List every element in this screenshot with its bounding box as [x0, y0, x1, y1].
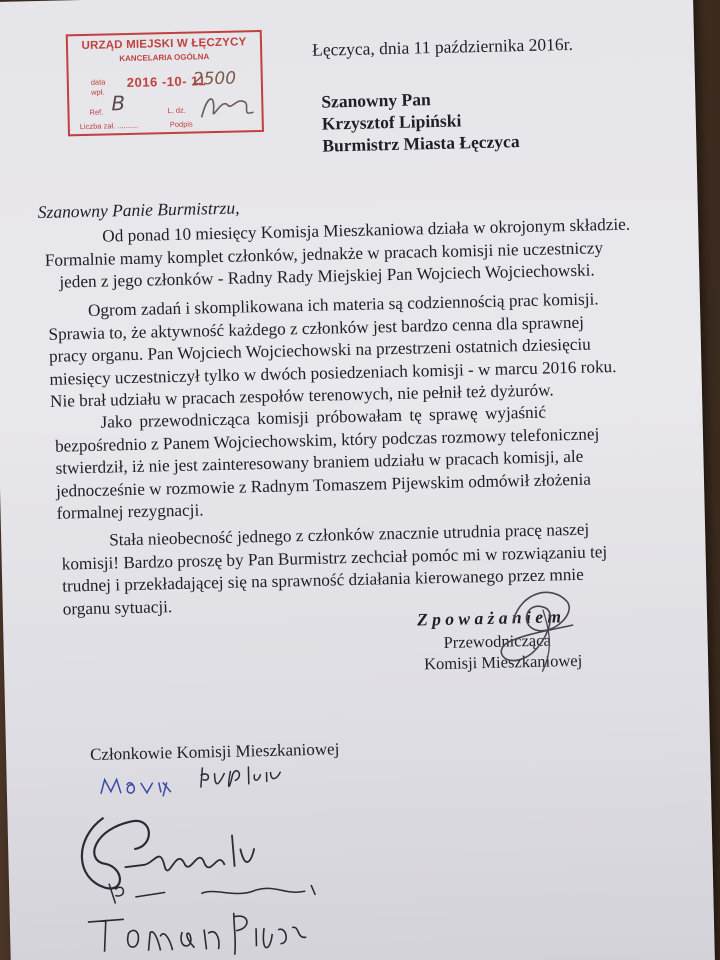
paragraph-1: [44, 214, 631, 295]
paragraph-line: Ogrom zadań i skomplikowana ich materia są codziennością prac komisji.: [87, 289, 599, 320]
stamp-title: URZĄD MIEJSKI W ŁĘCZYCY: [81, 36, 247, 53]
closing: Z p o w a ż a n i e m: [416, 606, 562, 630]
paragraph-line: Od ponad 10 miesięcy Komisja Mieszkaniowa działa w okrojonym składzie.: [102, 214, 631, 246]
stamp-subtitle: KANCELARIA OGÓLNA: [119, 52, 210, 64]
stamp-data-label: data: [90, 77, 106, 87]
place-date: Łęczyca, dnia 11 października 2016r.: [311, 33, 574, 60]
paragraph-line: komisji! Bardzo proszę by Pan Burmistrz zechciał pomóc mi w rozwiązaniu tej: [61, 541, 608, 574]
paragraph-line: Nie brał udziału w pracach zespołów terenowych, nie pełnił też dyżurów.: [49, 380, 554, 411]
registry-stamp: [66, 30, 264, 136]
paragraph-line: stwierdził, iż nie jest zainteresowany braniem udziału w pracach komisji, ale: [55, 446, 584, 478]
chair-signature: [482, 579, 594, 691]
paragraph-line: pracy organu. Pan Wojciech Wojciechowski na przestrzeni ostatnich dziesięciu: [48, 334, 591, 366]
signatory-committee: Komisji Mieszkaniowej: [423, 650, 583, 674]
paragraph-line: formalnej rezygnacji.: [56, 500, 204, 523]
stamp-attachments-label: Liczba zał. ..........: [79, 120, 139, 132]
salutation: Szanowny Panie Burmistrzu,: [37, 197, 240, 223]
member-signature-5: [84, 907, 315, 960]
stamp-registry-number: 2500: [192, 68, 237, 90]
recipient-name: Krzysztof Lipiński: [321, 110, 462, 134]
stamp-ref-label: Ref.: [89, 107, 104, 117]
paragraph-line: bezpośrednio z Panem Wojciechowskim, który podczas rozmowy telefonicznej: [54, 423, 600, 456]
paragraph-line: jeden z jego członków - Radny Rady Miejskiej Pan Wojciech Wojciechowski.: [59, 260, 595, 292]
stamp-ref-mark: B: [111, 91, 126, 116]
stamp-initials-signature: [197, 86, 258, 127]
members-heading: Członkowie Komisji Mieszkaniowej: [89, 739, 340, 765]
paragraph-line: Jako przewodnicząca komisji próbowałam tę sprawę wyjaśnić: [100, 402, 547, 432]
paragraph-line: organu sytuacji.: [62, 596, 173, 619]
paragraph-line: Stała nieobecność jednego z członków znacznie utrudnia pracę naszej: [108, 519, 590, 550]
stamp-ldz-label: L. dz.: [167, 105, 186, 116]
paragraph-line: trudnej i przekładającej się na sprawność działania kierowanego przez mnie: [62, 564, 584, 596]
paragraph-line: jednocześnie w rozmowie z Radnym Tomaszem Pijewskim odmówił złożenia: [55, 469, 592, 501]
recipient-greeting: Szanowny Pan: [321, 89, 431, 112]
paragraph-line: Sprawia to, że aktywność każdego z członków jest bardzo cenna dla sprawnej: [48, 312, 585, 344]
stamp-wpl-label: wpł.: [90, 87, 105, 97]
paragraph-line: Formalnie mamy komplet członków, jednakże w pracach komisji nie uczestniczy: [44, 237, 604, 270]
paragraph-line: miesięcy uczestniczył tylko w dwóch posiedzeniach komisji - w marcu 2016 roku.: [49, 356, 617, 389]
signatory-role: Przewodnicząca: [443, 630, 551, 652]
member-signature-2: [196, 759, 307, 791]
stamp-signature-label: Podpis: [169, 119, 193, 130]
paragraph-2: [48, 289, 617, 413]
recipient-title: Burmistrz Miasta Łęczyca: [322, 131, 520, 156]
member-signature-4: [105, 874, 336, 909]
stamp-date: 2016 -10- 11: [126, 73, 206, 91]
paragraph-3: [54, 401, 600, 525]
